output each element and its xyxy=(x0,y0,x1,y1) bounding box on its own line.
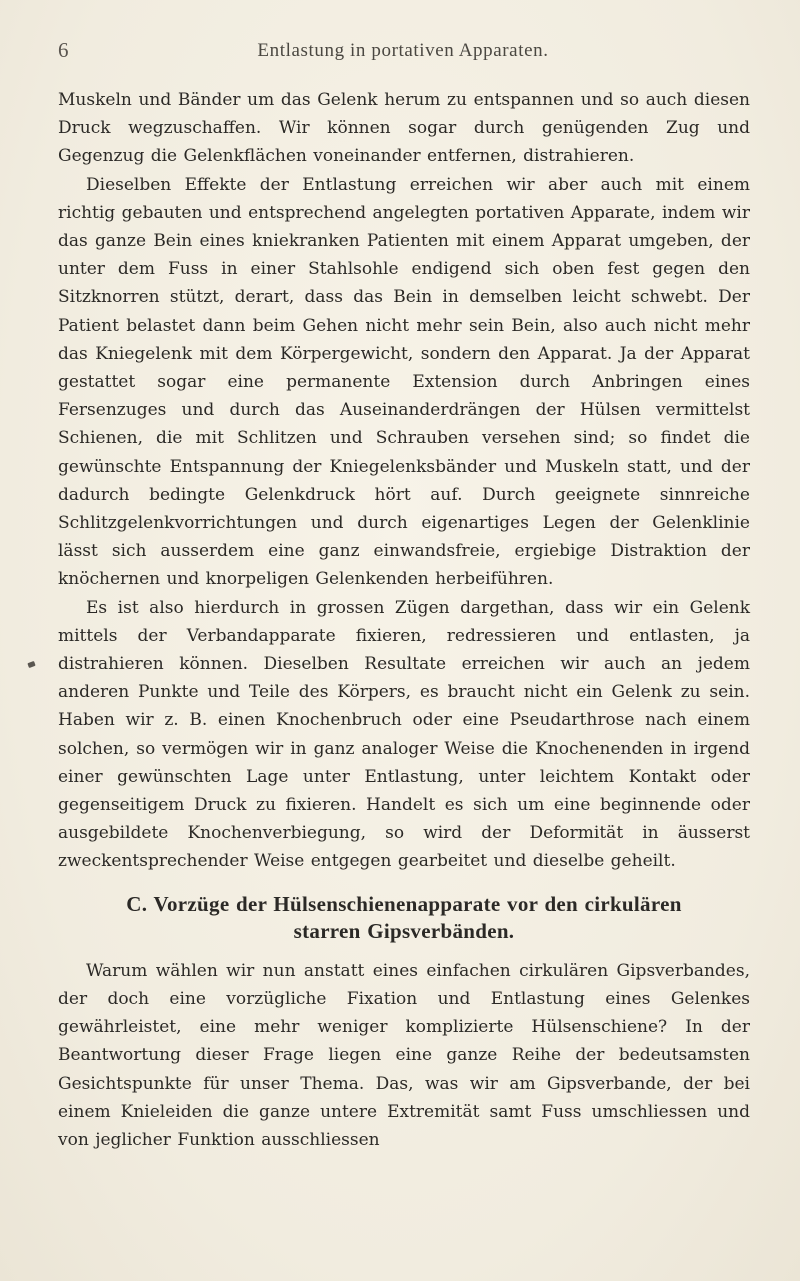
body-text xyxy=(58,86,750,1154)
section-heading-line-1: C. Vorzüge der Hülsenschienenapparate vor den cirkulären xyxy=(126,891,682,916)
paragraph-continuation: Muskeln und Bänder um das Gelenk herum zu entspannen und so auch diesen Druck wegzuschaffen. Wir können sogar durch genügenden Zug und Gegenzug die Gelenkflächen voneinander entfernen, distrahieren. xyxy=(58,90,750,167)
section-heading xyxy=(58,891,750,945)
page-number: 6 xyxy=(58,38,69,62)
paragraph-summary: Es ist also hierdurch in grossen Zügen dargethan, dass wir ein Gelenk mittels der Verbandapparate fixieren, redressieren und entlasten, ja distrahieren können. Dieselben Resultate erreichen wir auch an jedem anderen Punkte und Teile des Körpers, es braucht nicht ein Gelenk zu sein. Haben wir z. B. einen Knochenbruch oder eine Pseudarthrose nach einem solchen, so vermögen wir in ganz analoger Weise die Knochenenden in irgend einer gewünschten Lage unter Entlastung, unter leichtem Kontakt oder gegenseitigem Druck zu fixieren. Handelt es sich um eine beginnende oder ausgebildete Knochenverbiegung, so wird der Deformität in äusserst zweckentsprechender Weise entgegen gearbeitet und dieselbe geheilt. xyxy=(58,597,750,872)
section-heading-line-2: starren Gipsverbänden. xyxy=(293,918,515,943)
running-head: Entlastung in portativen Apparaten. xyxy=(257,40,549,61)
margin-mark xyxy=(27,661,35,668)
page-header xyxy=(58,38,748,68)
paragraph-portable-apparatus: Dieselben Effekte der Entlastung erreichen wir aber auch mit einem richtig gebauten und entsprechend angelegten portativen Apparate, indem wir das ganze Bein eines kniekranken Patienten mit einem Apparat umgeben, der unter dem Fuss in einer Stahlsohle endigend sich oben fest gegen den Sitzknorren stützt, derart, dass das Bein in demselben leicht schwebt. Der Patient belastet dann beim Gehen nicht mehr sein Bein, also auch nicht mehr das Kniegelenk mit dem Körpergewicht, sondern den Apparat. Ja der Apparat gestattet sogar eine permanente Extension durch Anbringen eines Fersenzuges und durch das Auseinanderdrängen der Hülsen vermittelst Schienen, die mit Schlitzen und Schrauben versehen sind; so findet die gewünschte Entspannung der Kniegelenksbänder und Muskeln statt, und der dadurch bedingte Gelenkdruck hört auf. Durch geeignete sinnreiche Schlitzgelenkvorrichtungen und durch eigenartiges Legen der Gelenklinie lässt sich ausserdem eine ganz einwandsfreie, ergiebige Distraktion der knöchernen und knorpeligen Gelenkenden herbeiführen. xyxy=(58,174,750,590)
paragraph-why-hulsen: Warum wählen wir nun anstatt eines einfachen cirkulären Gipsverbandes, der doch eine vorzügliche Fixation und Entlastung eines Gelenkes gewährleistet, eine mehr weniger komplizierte Hülsenschiene? In der Beantwortung dieser Frage liegen eine ganze Reihe der bedeutsamsten Gesichtspunkte für unser Thema. Das, was wir am Gipsverbande, der bei einem Knieleiden die ganze untere Extremität samt Fuss umschliessen und von jeglicher Funktion ausschliessen xyxy=(58,960,750,1150)
